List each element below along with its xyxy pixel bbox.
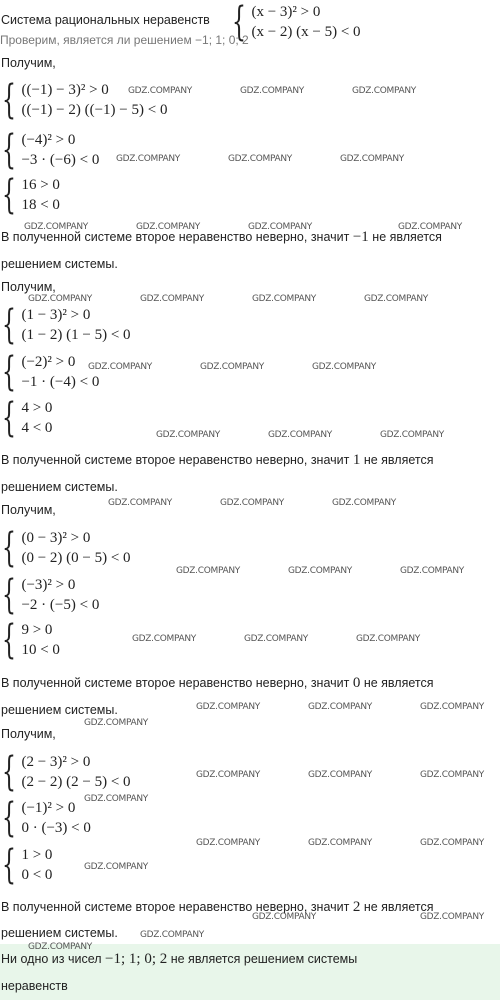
system-block	[2, 525, 131, 571]
conclusion-text: не является	[363, 676, 434, 690]
watermark-text: GDZ.COMPANY	[252, 912, 317, 922]
watermark-text: GDZ.COMPANY	[268, 430, 333, 440]
watermark-text: GDZ.COMPANY	[196, 838, 261, 848]
conclusion-text: В полученной системе второе неравенство неверно, значит	[1, 676, 350, 690]
checked-number: 2	[352, 899, 361, 915]
watermark-text: GDZ.COMPANY	[196, 702, 261, 712]
conclusion-text: В полученной системе второе неравенство неверно, значит	[1, 900, 350, 914]
watermark-text: GDZ.COMPANY	[136, 222, 201, 232]
brace-icon: {	[2, 127, 16, 173]
watermark-text: GDZ.COMPANY	[252, 294, 317, 304]
brace-icon: {	[2, 795, 16, 841]
final-text: не является решением системы	[170, 952, 358, 966]
watermark-text: GDZ.COMPANY	[128, 86, 193, 96]
final-answer	[0, 944, 500, 1000]
received-label: Получим,	[1, 280, 56, 294]
watermark-text: GDZ.COMPANY	[220, 498, 285, 508]
watermark-text: GDZ.COMPANY	[312, 362, 377, 372]
watermark-text: GDZ.COMPANY	[156, 430, 221, 440]
watermark-text: GDZ.COMPANY	[240, 86, 305, 96]
watermark-text: GDZ.COMPANY	[356, 634, 421, 644]
system-line: ((−1) − 2) ((−1) − 5) < 0	[21, 102, 168, 118]
watermark-text: GDZ.COMPANY	[398, 222, 463, 232]
conclusion-text: не является	[372, 230, 442, 244]
system-line: ((−1) − 3)² > 0	[21, 82, 109, 98]
brace-icon: {	[2, 842, 16, 888]
system-line: (2 − 3)² > 0	[21, 754, 91, 770]
brace-icon: {	[232, 0, 246, 45]
watermark-text: GDZ.COMPANY	[364, 294, 429, 304]
system-line: 16 > 0	[21, 177, 60, 193]
brace-icon: {	[2, 525, 16, 571]
brace-icon: {	[2, 395, 16, 441]
system-line: 1 > 0	[21, 847, 53, 863]
final-numbers: −1; 1; 0; 2	[105, 951, 168, 967]
watermark-text: GDZ.COMPANY	[176, 566, 241, 576]
watermark-text: GDZ.COMPANY	[228, 154, 293, 164]
system-line: (−4)² > 0	[21, 132, 76, 148]
brace-icon: {	[2, 302, 16, 348]
brace-icon: {	[2, 749, 16, 795]
system-line: (0 − 3)² > 0	[21, 530, 91, 546]
received-label: Получим,	[1, 727, 56, 741]
system-block	[2, 795, 91, 841]
watermark-text: GDZ.COMPANY	[332, 498, 397, 508]
conclusion-end: решением системы.	[1, 480, 118, 494]
conclusion-text: не является	[363, 453, 434, 467]
watermark-text: GDZ.COMPANY	[244, 634, 309, 644]
watermark-text: GDZ.COMPANY	[108, 498, 173, 508]
brace-icon: {	[2, 572, 16, 618]
system-block	[2, 127, 100, 173]
watermark-text: GDZ.COMPANY	[352, 86, 417, 96]
system-line: 0 · (−3) < 0	[21, 820, 91, 836]
system-line: (−1)² > 0	[21, 800, 76, 816]
watermark-text: GDZ.COMPANY	[28, 942, 93, 952]
conclusion-end: решением системы.	[1, 926, 118, 940]
watermark-text: GDZ.COMPANY	[420, 770, 485, 780]
system-block	[2, 172, 60, 218]
system-block	[2, 395, 53, 441]
checked-number: −1	[352, 229, 369, 245]
conclusion	[1, 452, 433, 469]
system-line: (−3)² > 0	[21, 577, 76, 593]
intro-text: Система рациональных неравенств	[1, 13, 210, 27]
watermark-text: GDZ.COMPANY	[420, 838, 485, 848]
final-line: неравенств	[1, 979, 68, 993]
final-line	[1, 951, 357, 968]
watermark-text: GDZ.COMPANY	[308, 702, 373, 712]
system-line: (−2)² > 0	[21, 354, 76, 370]
system-line: (x − 3)² > 0	[251, 4, 321, 20]
watermark-text: GDZ.COMPANY	[380, 430, 445, 440]
watermark-text: GDZ.COMPANY	[88, 362, 153, 372]
system-block	[2, 749, 131, 795]
watermark-text: GDZ.COMPANY	[340, 154, 405, 164]
watermark-text: GDZ.COMPANY	[28, 294, 93, 304]
system-line: (2 − 2) (2 − 5) < 0	[21, 774, 131, 790]
checked-number: 1	[352, 452, 361, 468]
watermark-text: GDZ.COMPANY	[140, 294, 205, 304]
conclusion-text: В полученной системе второе неравенство неверно, значит	[1, 230, 350, 244]
conclusion-end: решением системы.	[1, 257, 118, 271]
checked-number: 0	[352, 675, 361, 691]
system-line: (1 − 3)² > 0	[21, 307, 91, 323]
watermark-text: GDZ.COMPANY	[84, 794, 149, 804]
system-block	[2, 572, 100, 618]
system-block	[2, 302, 131, 348]
conclusion-text: не является	[363, 900, 434, 914]
system-line: −2 · (−5) < 0	[21, 597, 100, 613]
watermark-text: GDZ.COMPANY	[24, 222, 89, 232]
system-block	[2, 617, 60, 663]
watermark-text: GDZ.COMPANY	[196, 770, 261, 780]
main-system	[232, 0, 361, 45]
watermark-text: GDZ.COMPANY	[132, 634, 197, 644]
watermark-text: GDZ.COMPANY	[248, 222, 313, 232]
brace-icon: {	[2, 77, 16, 123]
watermark-text: GDZ.COMPANY	[420, 912, 485, 922]
conclusion	[1, 675, 433, 692]
received-label: Получим,	[1, 56, 56, 70]
watermark-text: GDZ.COMPANY	[84, 718, 149, 728]
system-line: 4 > 0	[21, 400, 53, 416]
system-line: 10 < 0	[21, 642, 60, 658]
system-line: −3 · (−6) < 0	[21, 152, 100, 168]
system-line: (1 − 2) (1 − 5) < 0	[21, 327, 131, 343]
conclusion-end: решением системы.	[1, 703, 118, 717]
conclusion	[1, 899, 433, 916]
watermark-text: GDZ.COMPANY	[288, 566, 353, 576]
system-line: (0 − 2) (0 − 5) < 0	[21, 550, 131, 566]
system-block	[2, 842, 53, 888]
watermark-text: GDZ.COMPANY	[84, 862, 149, 872]
brace-icon: {	[2, 172, 16, 218]
system-block	[2, 349, 100, 395]
system-line: 18 < 0	[21, 197, 60, 213]
cut-line: Проверим, является ли решением −1; 1; 0; 2	[0, 33, 249, 47]
system-line: (x − 2) (x − 5) < 0	[251, 24, 361, 40]
watermark-text: GDZ.COMPANY	[140, 930, 205, 940]
watermark-text: GDZ.COMPANY	[200, 362, 265, 372]
conclusion-text: В полученной системе второе неравенство неверно, значит	[1, 453, 350, 467]
brace-icon: {	[2, 617, 16, 663]
watermark-text: GDZ.COMPANY	[420, 702, 485, 712]
watermark-text: GDZ.COMPANY	[116, 154, 181, 164]
system-line: 4 < 0	[21, 420, 53, 436]
system-line: 0 < 0	[21, 867, 53, 883]
watermark-text: GDZ.COMPANY	[400, 566, 465, 576]
system-line: 9 > 0	[21, 622, 53, 638]
system-line: −1 · (−4) < 0	[21, 374, 100, 390]
watermark-text: GDZ.COMPANY	[308, 838, 373, 848]
watermark-text: GDZ.COMPANY	[308, 770, 373, 780]
brace-icon: {	[2, 349, 16, 395]
received-label: Получим,	[1, 503, 56, 517]
final-text: Ни одно из чисел	[1, 952, 102, 966]
